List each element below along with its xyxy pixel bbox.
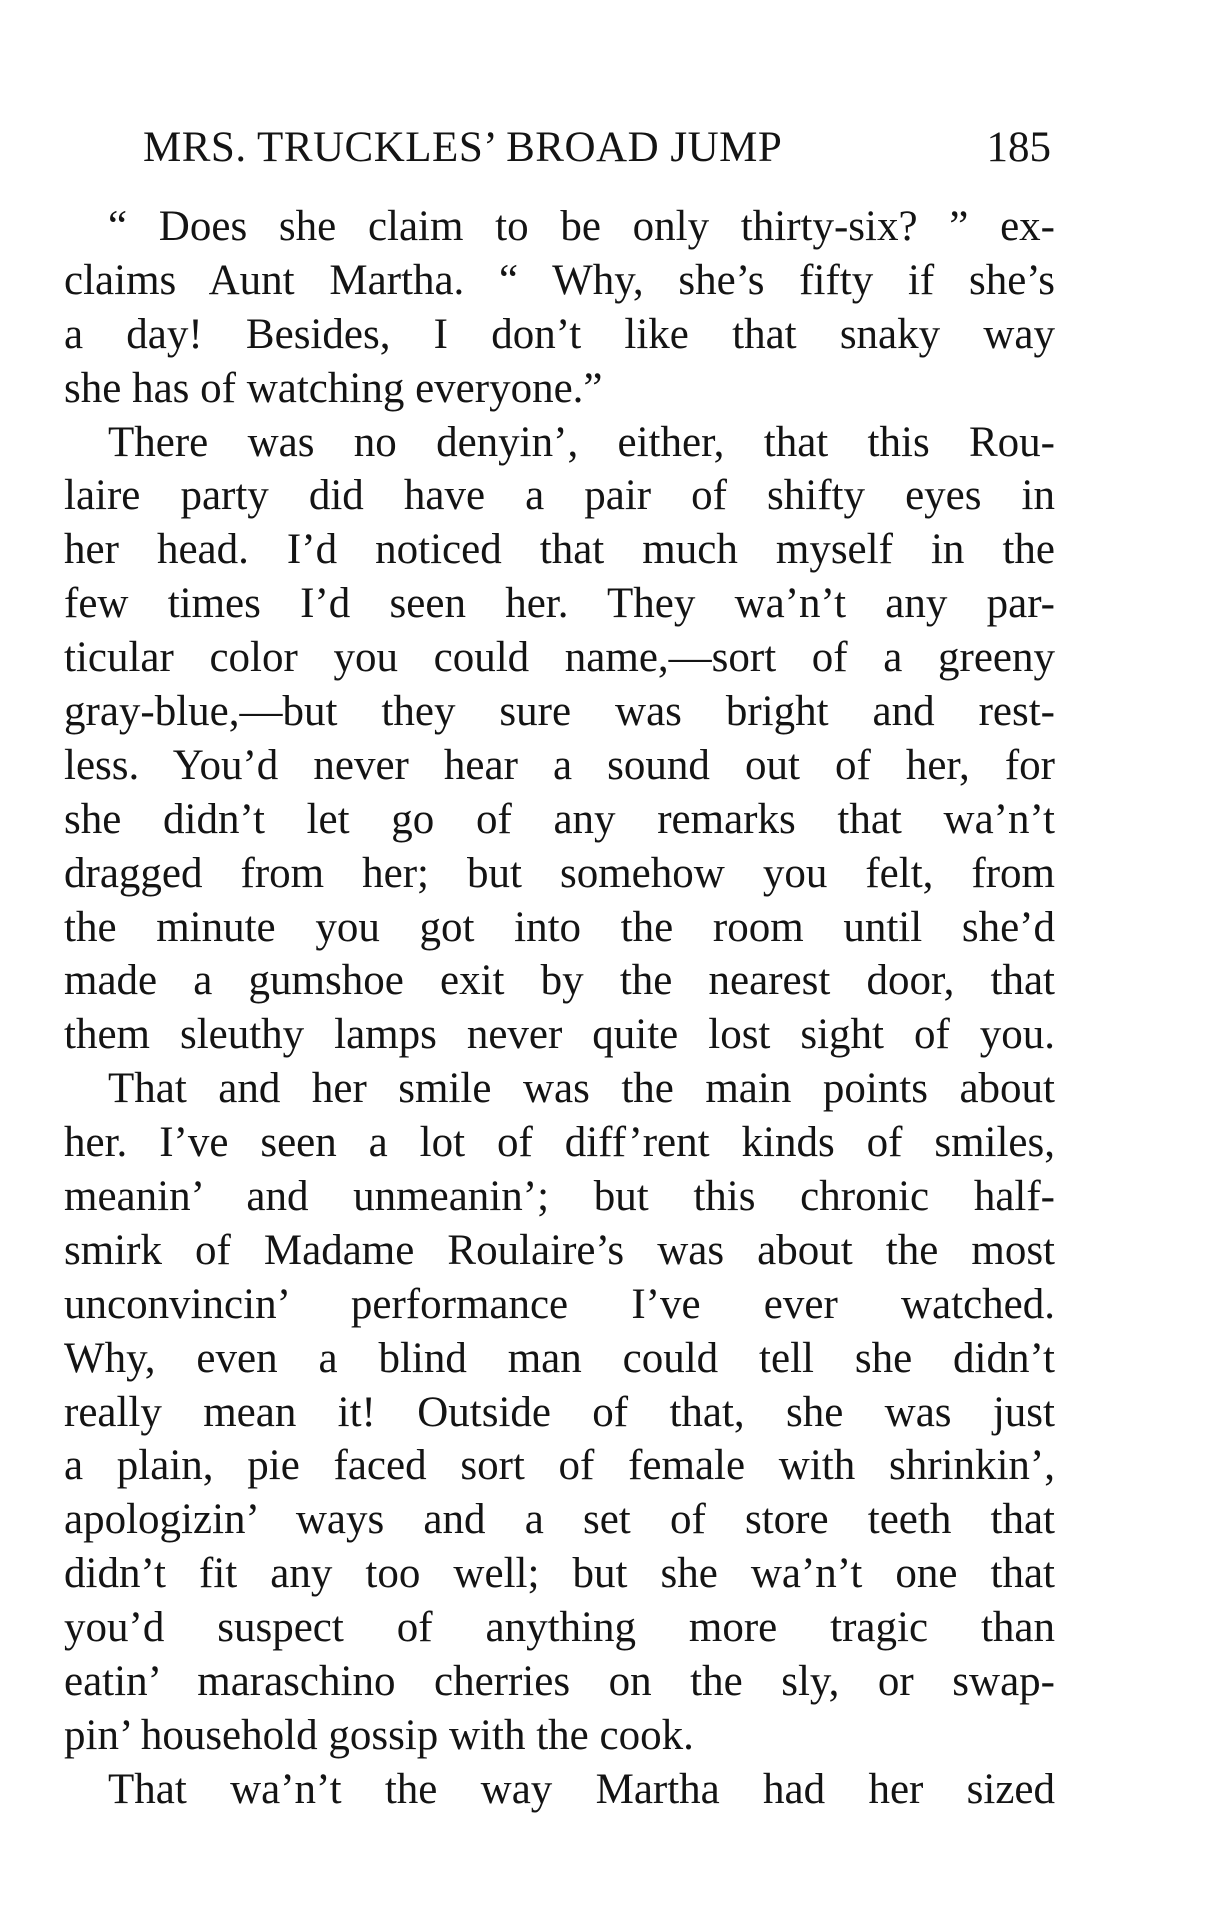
- text-line: pin’ household gossip with the cook.: [64, 1711, 694, 1759]
- page-number: 185: [986, 124, 1051, 171]
- body-text: [64, 200, 1055, 1817]
- text-line: Why, even a blind man could tell she didn’t: [64, 1334, 1055, 1382]
- text-line: a plain, pie faced sort of female with shrinkin’,: [64, 1442, 1055, 1490]
- text-line: the minute you got into the room until she’d: [64, 903, 1055, 951]
- text-line: made a gumshoe exit by the nearest door, that: [64, 957, 1055, 1005]
- text-line: There was no denyin’, either, that this Rou-: [108, 418, 1055, 466]
- page-header: [137, 118, 1055, 178]
- text-line: laire party did have a pair of shifty eyes in: [64, 472, 1055, 520]
- text-line: didn’t fit any too well; but she wa’n’t one that: [64, 1550, 1055, 1598]
- text-line: less. You’d never hear a sound out of her, for: [64, 741, 1055, 789]
- text-line: her head. I’d noticed that much myself in the: [64, 526, 1055, 574]
- text-line: she has of watching everyone.”: [64, 364, 603, 412]
- text-line: gray-blue,—but they sure was bright and rest-: [64, 688, 1055, 736]
- running-title: MRS. TRUCKLES’ BROAD JUMP: [143, 124, 783, 171]
- text-line: That and her smile was the main points about: [108, 1065, 1055, 1113]
- text-line: them sleuthy lamps never quite lost sight of you.: [64, 1011, 1055, 1059]
- text-line: claims Aunt Martha. “ Why, she’s fifty if she’s: [64, 256, 1055, 304]
- text-line: a day! Besides, I don’t like that snaky way: [64, 310, 1055, 358]
- text-line: unconvincin’ performance I’ve ever watched.: [64, 1280, 1055, 1328]
- text-line: ticular color you could name,—sort of a greeny: [64, 634, 1055, 682]
- text-line: That wa’n’t the way Martha had her sized: [108, 1765, 1055, 1813]
- text-line: few times I’d seen her. They wa’n’t any par-: [64, 580, 1055, 628]
- text-line: really mean it! Outside of that, she was just: [64, 1388, 1055, 1436]
- text-line: “ Does she claim to be only thirty-six? ” ex-: [108, 203, 1055, 250]
- text-line: dragged from her; but somehow you felt, from: [64, 849, 1055, 897]
- text-line: she didn’t let go of any remarks that wa’n’t: [64, 795, 1055, 843]
- text-line: apologizin’ ways and a set of store teeth that: [64, 1496, 1055, 1544]
- text-line: you’d suspect of anything more tragic than: [64, 1604, 1055, 1652]
- text-line: eatin’ maraschino cherries on the sly, or swap-: [64, 1658, 1055, 1706]
- text-line: her. I’ve seen a lot of diff’rent kinds of smiles,: [64, 1119, 1055, 1167]
- text-line: meanin’ and unmeanin’; but this chronic half-: [64, 1173, 1055, 1221]
- text-line: smirk of Madame Roulaire’s was about the most: [64, 1226, 1055, 1274]
